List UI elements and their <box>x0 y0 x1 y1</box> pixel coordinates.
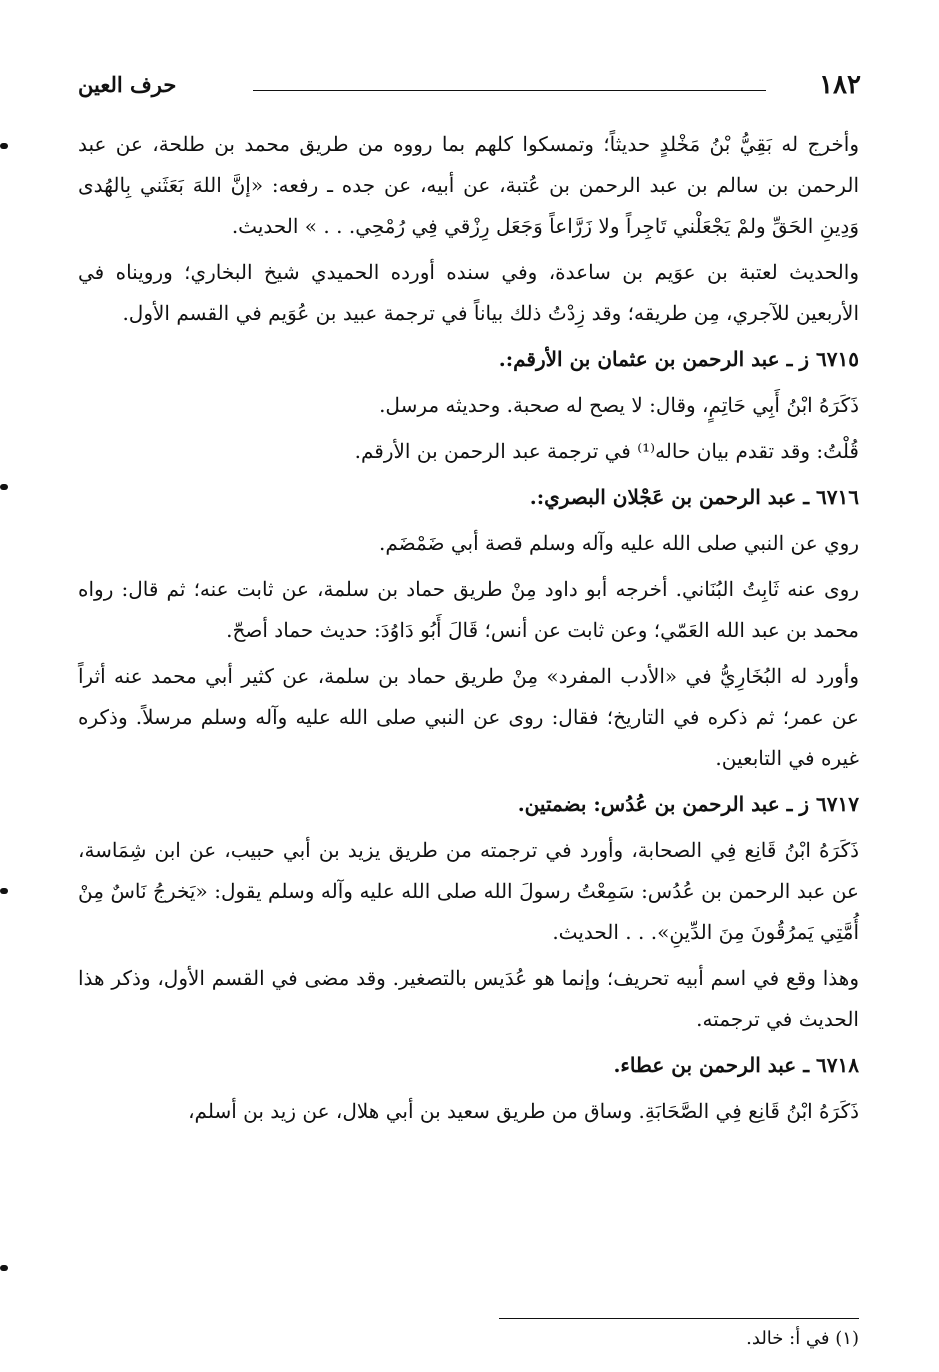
paragraph: روي عن النبي صلى الله عليه وآله وسلم قصة أبي ضَمْضَم. <box>378 531 859 555</box>
paragraph: ذَكَرَهُ ابْنُ قَانِع فِي الصَّحَابَةِ. وساق من طريق سعيد بن أبي هلال، عن زيد بن أسلم، <box>188 1099 859 1123</box>
margin-mark <box>0 1265 8 1271</box>
page-body <box>78 124 859 1137</box>
paragraph: قُلْتُ: وقد تقدم بيان حاله⁽¹⁾ في ترجمة عبد الرحمن بن الأرقم. <box>354 439 859 463</box>
paragraph: وأورد له البُخَارِيُّ في «الأدب المفرد» مِنْ طريق حماد بن سلمة، عن كثير أبي محمد عنه أثراً عن عمر؛ ثم ذكره في التاريخ؛ فقال: روى عن النبي صلى الله عليه وآله وسلم مرسلاً. وذكره غيره في التابعين. <box>78 664 859 770</box>
paragraph: ذَكَرَهُ ابْنُ قَانِع فِي الصحابة، وأورد في ترجمته من طريق يزيد بن أبي حبيب، عن ابن شِمَاسة، عن عبد الرحمن بن عُدُس: سَمِعْتُ رسولَ الله صلى الله عليه وآله وسلم يقول: «يَخرجُ نَاسٌ مِنْ أُمَّتِي يَمرُقُونَ مِنَ الدِّينِ». . . الحديث. <box>78 838 859 944</box>
entry-heading: ٦٧١٧ ز ـ عبد الرحمن بن عُدُس: بضمتين. <box>517 792 859 816</box>
page-number: ١٨٢ <box>819 70 861 100</box>
entry-heading: ٦٧١٥ ز ـ عبد الرحمن بن عثمان بن الأرقم:. <box>498 347 859 371</box>
paragraph: ذَكَرَهُ ابْنُ أَبِي حَاتِمٍ، وقال: لا يصح له صحبة. وحديثه مرسل. <box>379 393 859 417</box>
footnote: (١) في أ: خالد. <box>746 1328 859 1349</box>
paragraph: وأخرج له بَقِيُّ بْنُ مَخْلدٍ حديثاً؛ وتمسكوا كلهم بما رووه من طريق محمد بن طلحة، عن عبد الرحمن بن سالم بن عبد الرحمن بن عُتبة، عن أبيه، عن جده ـ رفعه: «إنَّ اللهَ بَعَثَني بِالهُدى وَدِينِ الحَقِّ ولمْ يَجْعَلْني تَاجِراً ولا زَرَّاعاً وَجَعَل رِزْقي فِي رُمْحِي. . . » الحديث. <box>78 132 859 238</box>
footnote-rule <box>499 1318 859 1319</box>
margin-mark <box>0 888 8 894</box>
page-header <box>78 70 861 106</box>
paragraph: والحديث لعتبة بن عوَيم بن ساعدة، وفي سنده أورده الحميدي شيخ البخاري؛ ورويناه في الأربعين للآجري، مِن طريقه؛ وقد زِدْتُ ذلك بياناً في ترجمة عبيد بن عُوَيم في القسم الأول. <box>78 260 859 325</box>
paragraph: وهذا وقع في اسم أبيه تحريف؛ وإنما هو عُدَيس بالتصغير. وقد مضى في القسم الأول، وذكر هذا الحديث في ترجمته. <box>78 966 859 1031</box>
entry-heading: ٦٧١٨ ـ عبد الرحمن بن عطاء. <box>613 1053 859 1077</box>
paragraph: روى عنه ثَابِتُ البُنَاني. أخرجه أبو داود مِنْ طريق حماد بن سلمة، عن ثابت عنه؛ ثم قال: رواه محمد بن عبد الله العَمّي؛ وعن ثابت عن أنس؛ قَالَ أَبُو دَاوُدَ: حديث حماد أصحّ. <box>78 577 859 642</box>
header-rule <box>253 90 766 91</box>
running-title: حرف العين <box>78 72 177 97</box>
margin-mark <box>0 484 8 490</box>
margin-mark <box>0 143 8 149</box>
entry-heading: ٦٧١٦ ـ عبد الرحمن بن عَجْلان البصري:. <box>529 485 859 509</box>
